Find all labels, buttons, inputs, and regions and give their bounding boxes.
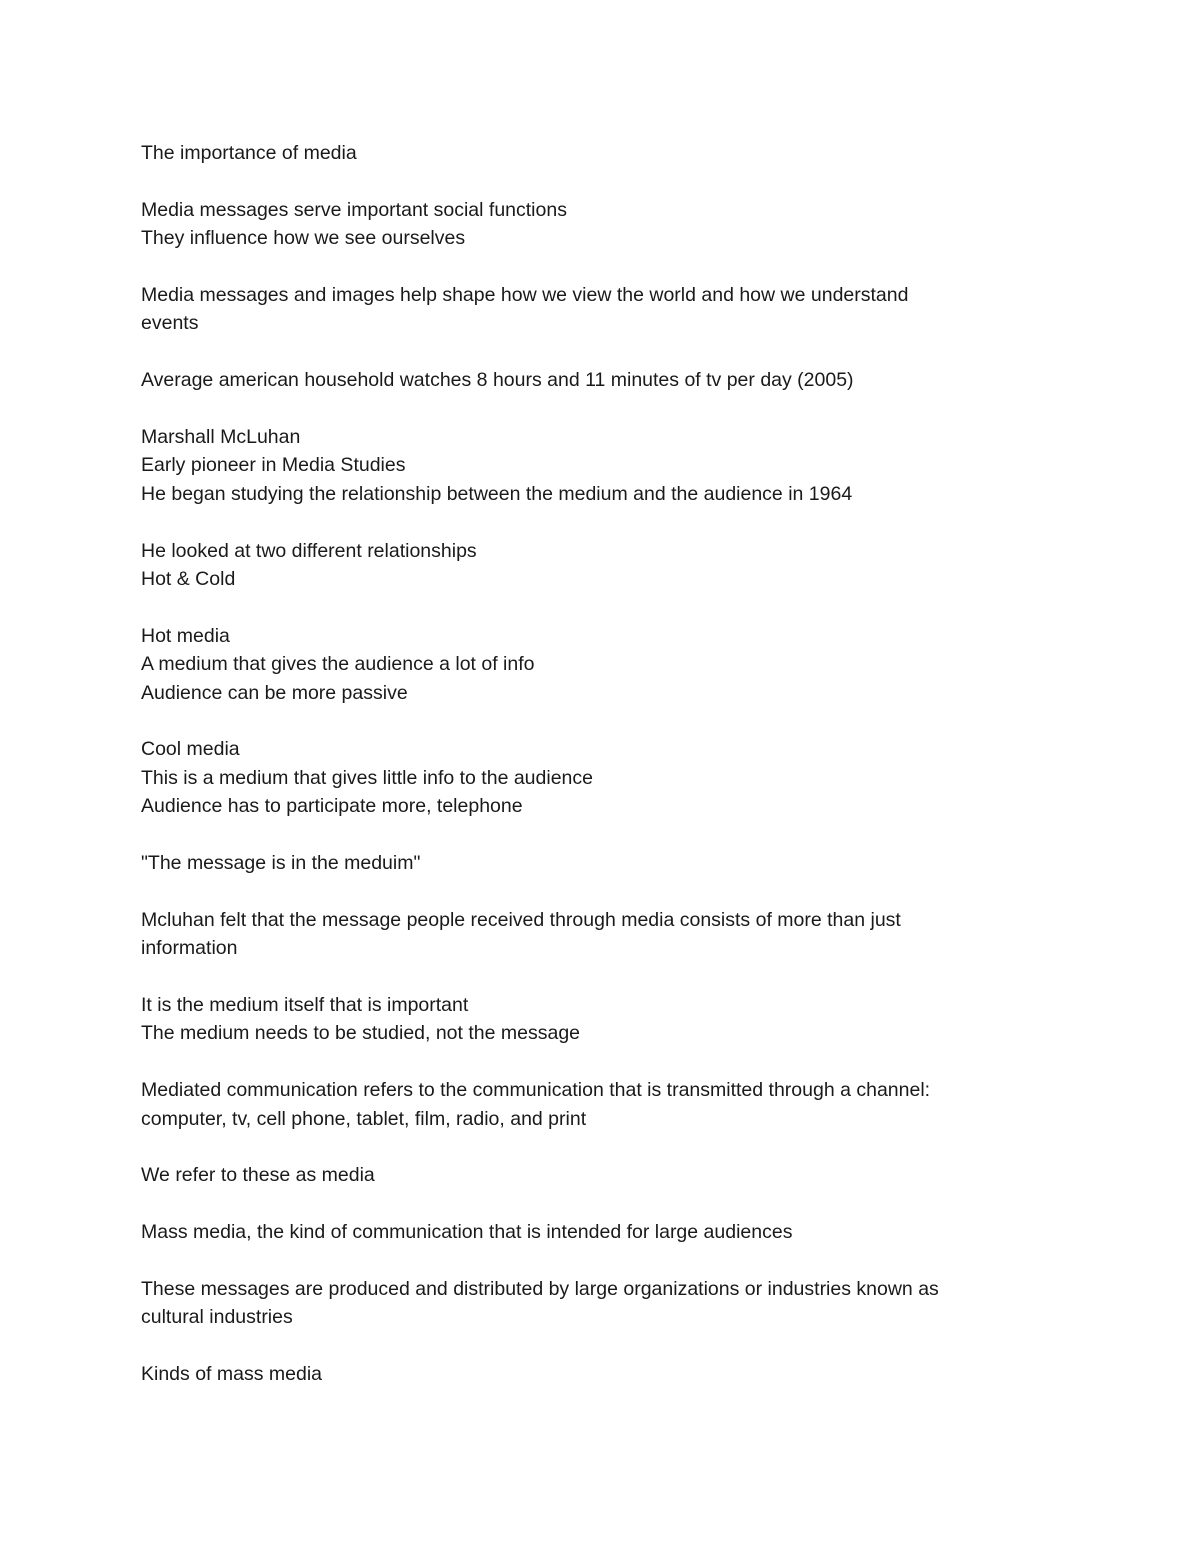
- quote-line: "The message is in the meduim": [141, 852, 421, 875]
- paragraph-line: Average american household watches 8 hours and 11 minutes of tv per day (2005): [141, 369, 854, 392]
- section-heading: Marshall McLuhan: [141, 426, 301, 448]
- paragraph-line: This is a medium that gives little info to the audience: [141, 766, 593, 789]
- paragraph-line: Early pioneer in Media Studies: [141, 454, 406, 477]
- paragraph-line: These messages are produced and distributed by large organizations or industries known as cultural industries: [141, 1278, 939, 1329]
- paragraph-line: Mcluhan felt that the message people received through media consists of more than just information: [141, 908, 901, 960]
- section-heading: Kinds of mass media: [141, 1363, 322, 1386]
- paragraph-line: Media messages serve important social functions: [141, 198, 567, 221]
- paragraph-line: The medium needs to be studied, not the message: [141, 1022, 581, 1045]
- paragraph-line: Mediated communication refers to the communication that is transmitted through a channel: computer, tv, cell phone, tablet, film, radio, and print: [141, 1079, 931, 1130]
- paragraph-line: It is the medium itself that is important: [141, 994, 469, 1017]
- paragraph-line: Media messages and images help shape how we view the world and how we understand events: [141, 284, 909, 335]
- paragraph-line: Mass media, the kind of communication that is intended for large audiences: [141, 1221, 793, 1244]
- paragraph-line: Hot & Cold: [141, 568, 236, 591]
- document-page: [141, 139, 1061, 1389]
- paragraph-line: A medium that gives the audience a lot of info: [141, 653, 535, 676]
- section-heading: Cool media: [141, 738, 240, 761]
- paragraph-line: He began studying the relationship between the medium and the audience in 1964: [141, 482, 853, 505]
- document-title: The importance of media: [141, 142, 357, 164]
- paragraph-line: They influence how we see ourselves: [141, 227, 466, 250]
- paragraph-line: Audience has to participate more, telephone: [141, 795, 523, 818]
- paragraph-line: Audience can be more passive: [141, 681, 408, 704]
- paragraph-line: He looked at two different relationships: [141, 539, 477, 562]
- paragraph-line: We refer to these as media: [141, 1164, 375, 1187]
- section-heading: Hot media: [141, 624, 230, 647]
